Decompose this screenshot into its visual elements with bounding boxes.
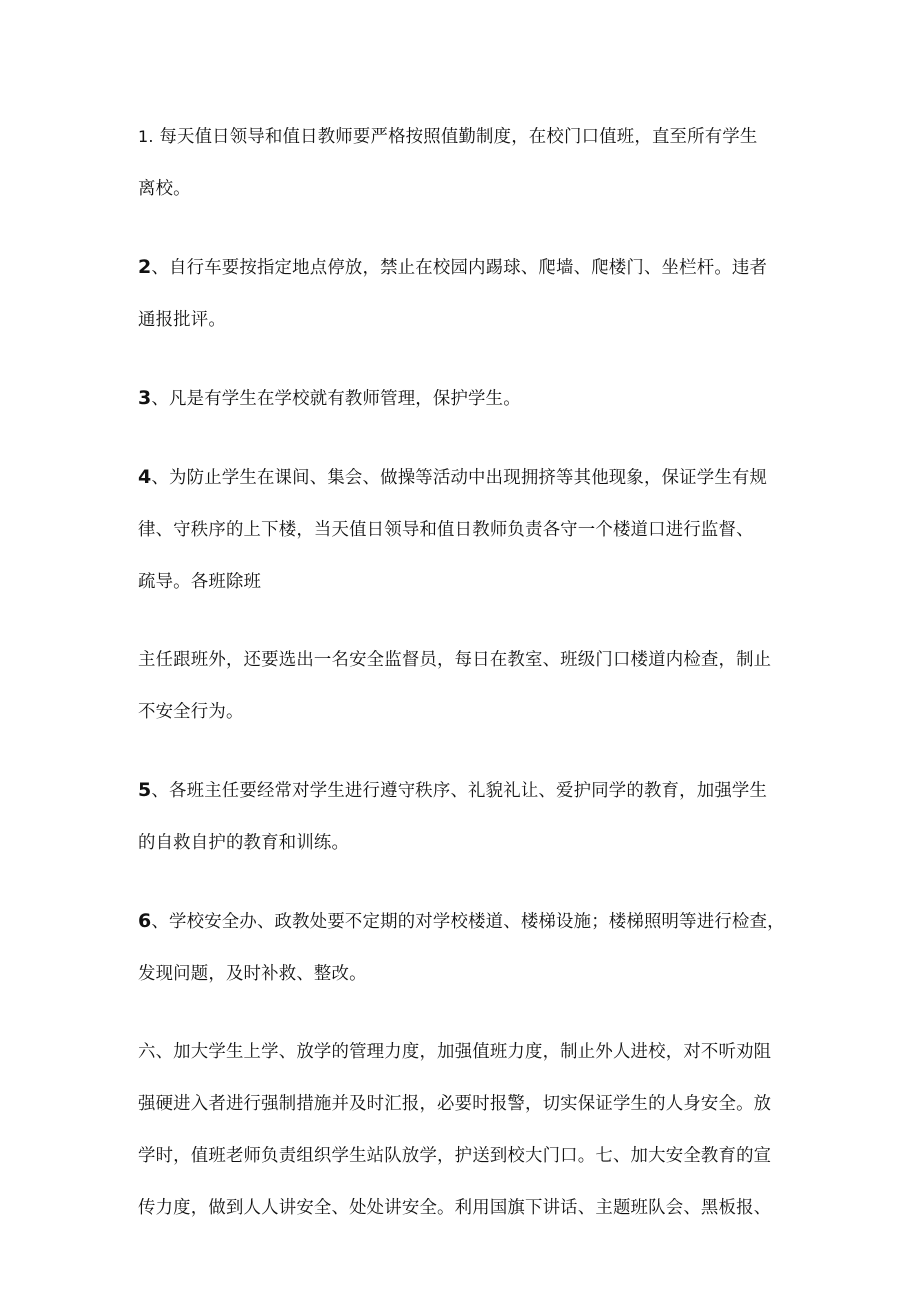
paragraph-line: 4、为防止学生在课间、集会、做操等活动中出现拥挤等其他现象，保证学生有规 xyxy=(138,466,768,488)
paragraph-line: 律、守秩序的上下楼，当天值日领导和值日教师负责各守一个楼道口进行监督、 xyxy=(138,520,754,540)
paragraph-line: 6、学校安全办、政教处要不定期的对学校楼道、楼梯设施；楼梯照明等进行检查， xyxy=(138,910,785,932)
paragraph-section-6-7 xyxy=(138,1026,788,1234)
paragraph-line: 不安全行为。 xyxy=(138,702,244,722)
paragraph-1 xyxy=(138,111,788,215)
paragraph-line: 5、各班主任要经常对学生进行遵守秩序、礼貌礼让、爱护同学的教育，加强学生 xyxy=(138,779,768,801)
paragraph-5 xyxy=(138,764,788,869)
paragraph-line: 主任跟班外，还要选出一名安全监督员，每日在教室、班级门口楼道内检查，制止 xyxy=(138,650,772,670)
paragraph-line: 学时，值班老师负责组织学生站队放学，护送到校大门口。七、加大安全教育的宣 xyxy=(138,1146,772,1166)
paragraph-line: 强硬进入者进行强制措施并及时汇报，必要时报警，切实保证学生的人身安全。放 xyxy=(138,1094,772,1114)
item-number: 5 xyxy=(138,779,152,801)
paragraph-line: 传力度，做到人人讲安全、处处讲安全。利用国旗下讲话、主题班队会、黑板报、 xyxy=(138,1198,772,1218)
paragraph-line: 的自救自护的教育和训练。 xyxy=(138,833,350,853)
paragraph-line: 离校。 xyxy=(138,179,191,199)
paragraph-line: 发现问题，及时补救、整改。 xyxy=(138,964,367,984)
paragraph-4-continued xyxy=(138,634,788,738)
document-body xyxy=(138,111,788,1260)
item-number: 2 xyxy=(138,256,152,278)
paragraph-line: 3、凡是有学生在学校就有教师管理，保护学生。 xyxy=(138,387,521,409)
paragraph-line: 2、自行车要按指定地点停放，禁止在校园内踢球、爬墙、爬楼门、坐栏杆。违者 xyxy=(138,256,768,278)
paragraph-4 xyxy=(138,451,788,608)
paragraph-6 xyxy=(138,895,788,1000)
item-number: 1. xyxy=(138,127,154,146)
item-number: 6 xyxy=(138,910,152,932)
paragraph-line: 六、加大学生上学、放学的管理力度，加强值班力度，制止外人进校，对不听劝阻 xyxy=(138,1042,772,1062)
paragraph-line: 通报批评。 xyxy=(138,310,226,330)
item-number: 3 xyxy=(138,387,152,409)
paragraph-3 xyxy=(138,372,788,425)
item-number: 4 xyxy=(138,466,152,488)
paragraph-line: 1. 每天值日领导和值日教师要严格按照值勤制度，在校门口值班，直至所有学生 xyxy=(138,127,758,147)
paragraph-2 xyxy=(138,241,788,346)
paragraph-line: 疏导。各班除班 xyxy=(138,572,262,592)
